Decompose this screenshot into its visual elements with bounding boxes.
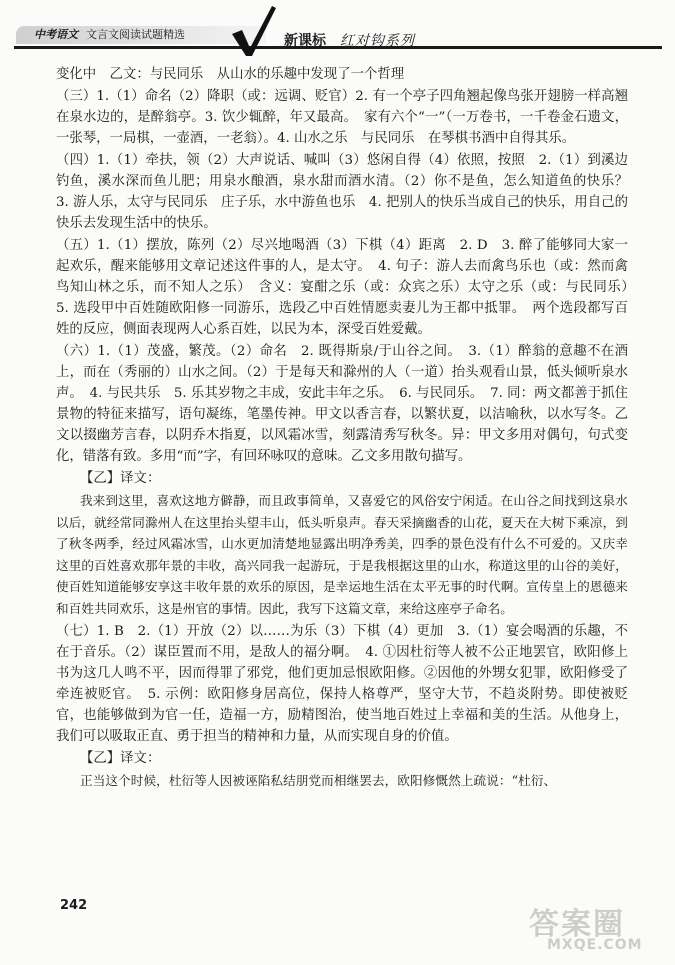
book-title: 文言文阅读试题精选 (86, 28, 185, 41)
answer-section-5: （五）1.（1）摆放，陈列（2）尽兴地喝酒（3）下棋（4）距离 2. D 3. 醉了能够同大家一起欢乐，醒来能够用文章记述这件事的人，是太守。 4. 句子：游人去而禽鸟乐也（或：然而禽鸟知山林之乐，而不知人之乐） 含义：宴酣之乐（或：众宾之乐）太守之乐（或：与民同乐） 5. 选段甲中百姓随欧阳修一同游乐，选段乙中百姓情愿卖妻儿为王都中抵罪。 两个选段都写百姓的反应，侧面表现两人心系百姓，以民为本，深受百姓爱戴。 (56, 238, 642, 337)
translation-heading: 【乙】译文： (80, 471, 161, 486)
answer-text-body (56, 64, 642, 792)
answer-paragraph-intro: 变化中 乙文：与民同乐 从山水的乐趣中发现了一个哲理 (56, 67, 405, 82)
series-title (284, 30, 415, 50)
answer-section-7: （七）1. B 2.（1）开放（2）以……为乐（3）下棋（4）更加 3.（1）宴会喝酒的乐趣，不在于音乐。（2）谋臣置而不用，是敌人的福分啊。 4. ①因杜衍等人被不公正地罢官，欧阳修上书为这几人鸣不平，因而得罪了邪党，他们更加忌恨欧阳修。②因他的外甥女犯罪，欧阳修受了牵连被贬官。 5. 示例：欧阳修身居高位，保持人格尊严，坚守大节，不趋炎附势。即使被贬官，也能够做到为官一任，造福一方，励精图治，使当地百姓过上幸福和美的生活。从他身上，我们可以吸取正直、勇于担当的精神和力量，从而实现自身的价值。 (56, 623, 628, 744)
checkmark-logo-icon (228, 4, 278, 58)
translation-paragraph-2: 正当这个时候，杜衍等人因被诬陷私结朋党而相继罢去，欧阳修慨然上疏说：“杜衍、 (80, 772, 557, 788)
brand-label: 中考语文 (34, 28, 78, 41)
translation-heading-2: 【乙】译文： (80, 750, 161, 766)
series-name: 红对钩系列 (340, 33, 415, 49)
curriculum-label: 新课标 (284, 33, 326, 49)
answer-section-4: （四）1.（1）牵扶，领（2）大声说话、喊叫（3）悠闲自得（4）依照，按照 2.（1）到溪边钓鱼，溪水深而鱼儿肥；用泉水酿酒，泉水甜而酒水清。（2）你不是鱼，怎么知道鱼的快乐？ 3. 游人乐，太守与民同乐 庄子乐，水中游鱼也乐 4. 把别人的快乐当成自己的快乐，用自己的快乐去发现生活中的快乐。 (56, 153, 642, 231)
watermark-url: MXQE.COM (547, 937, 643, 953)
watermark-title: 答案圈 (529, 907, 625, 942)
answer-section-6: （六）1.（1）茂盛，繁茂。（2）命名 2. 既得斯泉/于山谷之间。 3.（1）醉翁的意趣不在酒上，而在（秀丽的）山水之间。（2）于是每天和滁州的人（一道）抬头观看山景，低头倾听泉水声。 4. 与民共乐 5. 乐其岁物之丰成，安此丰年之乐。 6. 与民同乐。 7. 同：两文都善于抓住景物的特征来描写，语句凝练，笔墨传神。甲文以香言春，以繁状夏，以洁喻秋，以水写冬。乙文以掇幽芳言春，以阴乔木指夏，以风霜冰雪，刻露清秀写秋冬。异：甲文多用对偶句，句式变化，错落有致。多用“而”字，有回环咏叹的意味。乙文多用散句描写。 (56, 344, 628, 464)
translation-paragraph: 我来到这里，喜欢这地方僻静，而且政事简单，又喜爱它的风俗安宁闲适。在山谷之间找到这泉水以后，就经常同滁州人在这里抬头望丰山，低头听泉声。春天采摘幽香的山花，夏天在大树下乘凉，到了秋冬两季，经过风霜冰雪，山水更加清楚地显露出明净秀美，四季的景色没有什么不可爱的。又庆幸这里的百姓喜欢那年景的丰收，高兴同我一起游玩，于是我根据这里的山水，称道这里的山谷的美好，使百姓知道能够安享这丰收年景的欢乐的原因，是幸运地生活在太平无事的时代啊。宣传皇上的恩德来和百姓共同欢乐，这是州官的事情。因此，我写下这篇文章，来给这座亭子命名。 (56, 493, 628, 616)
page-header (0, 0, 675, 62)
watermark (511, 897, 661, 959)
answer-section-3: （三）1.（1）命名（2）降职（或：远调、贬官）2. 有一个亭子四角翘起像鸟张开翅膀一样高翘在泉水边的，是醉翁亭。3. 饮少辄醉，年又最高。 家有六个“一”（一万卷书，一千卷金石遗文，一张琴，一局棋，一壶酒，一老翁）。4. 山水之乐 与民同乐 在琴棋书酒中自得其乐。 (56, 89, 628, 146)
page-number: 242 (60, 898, 88, 913)
